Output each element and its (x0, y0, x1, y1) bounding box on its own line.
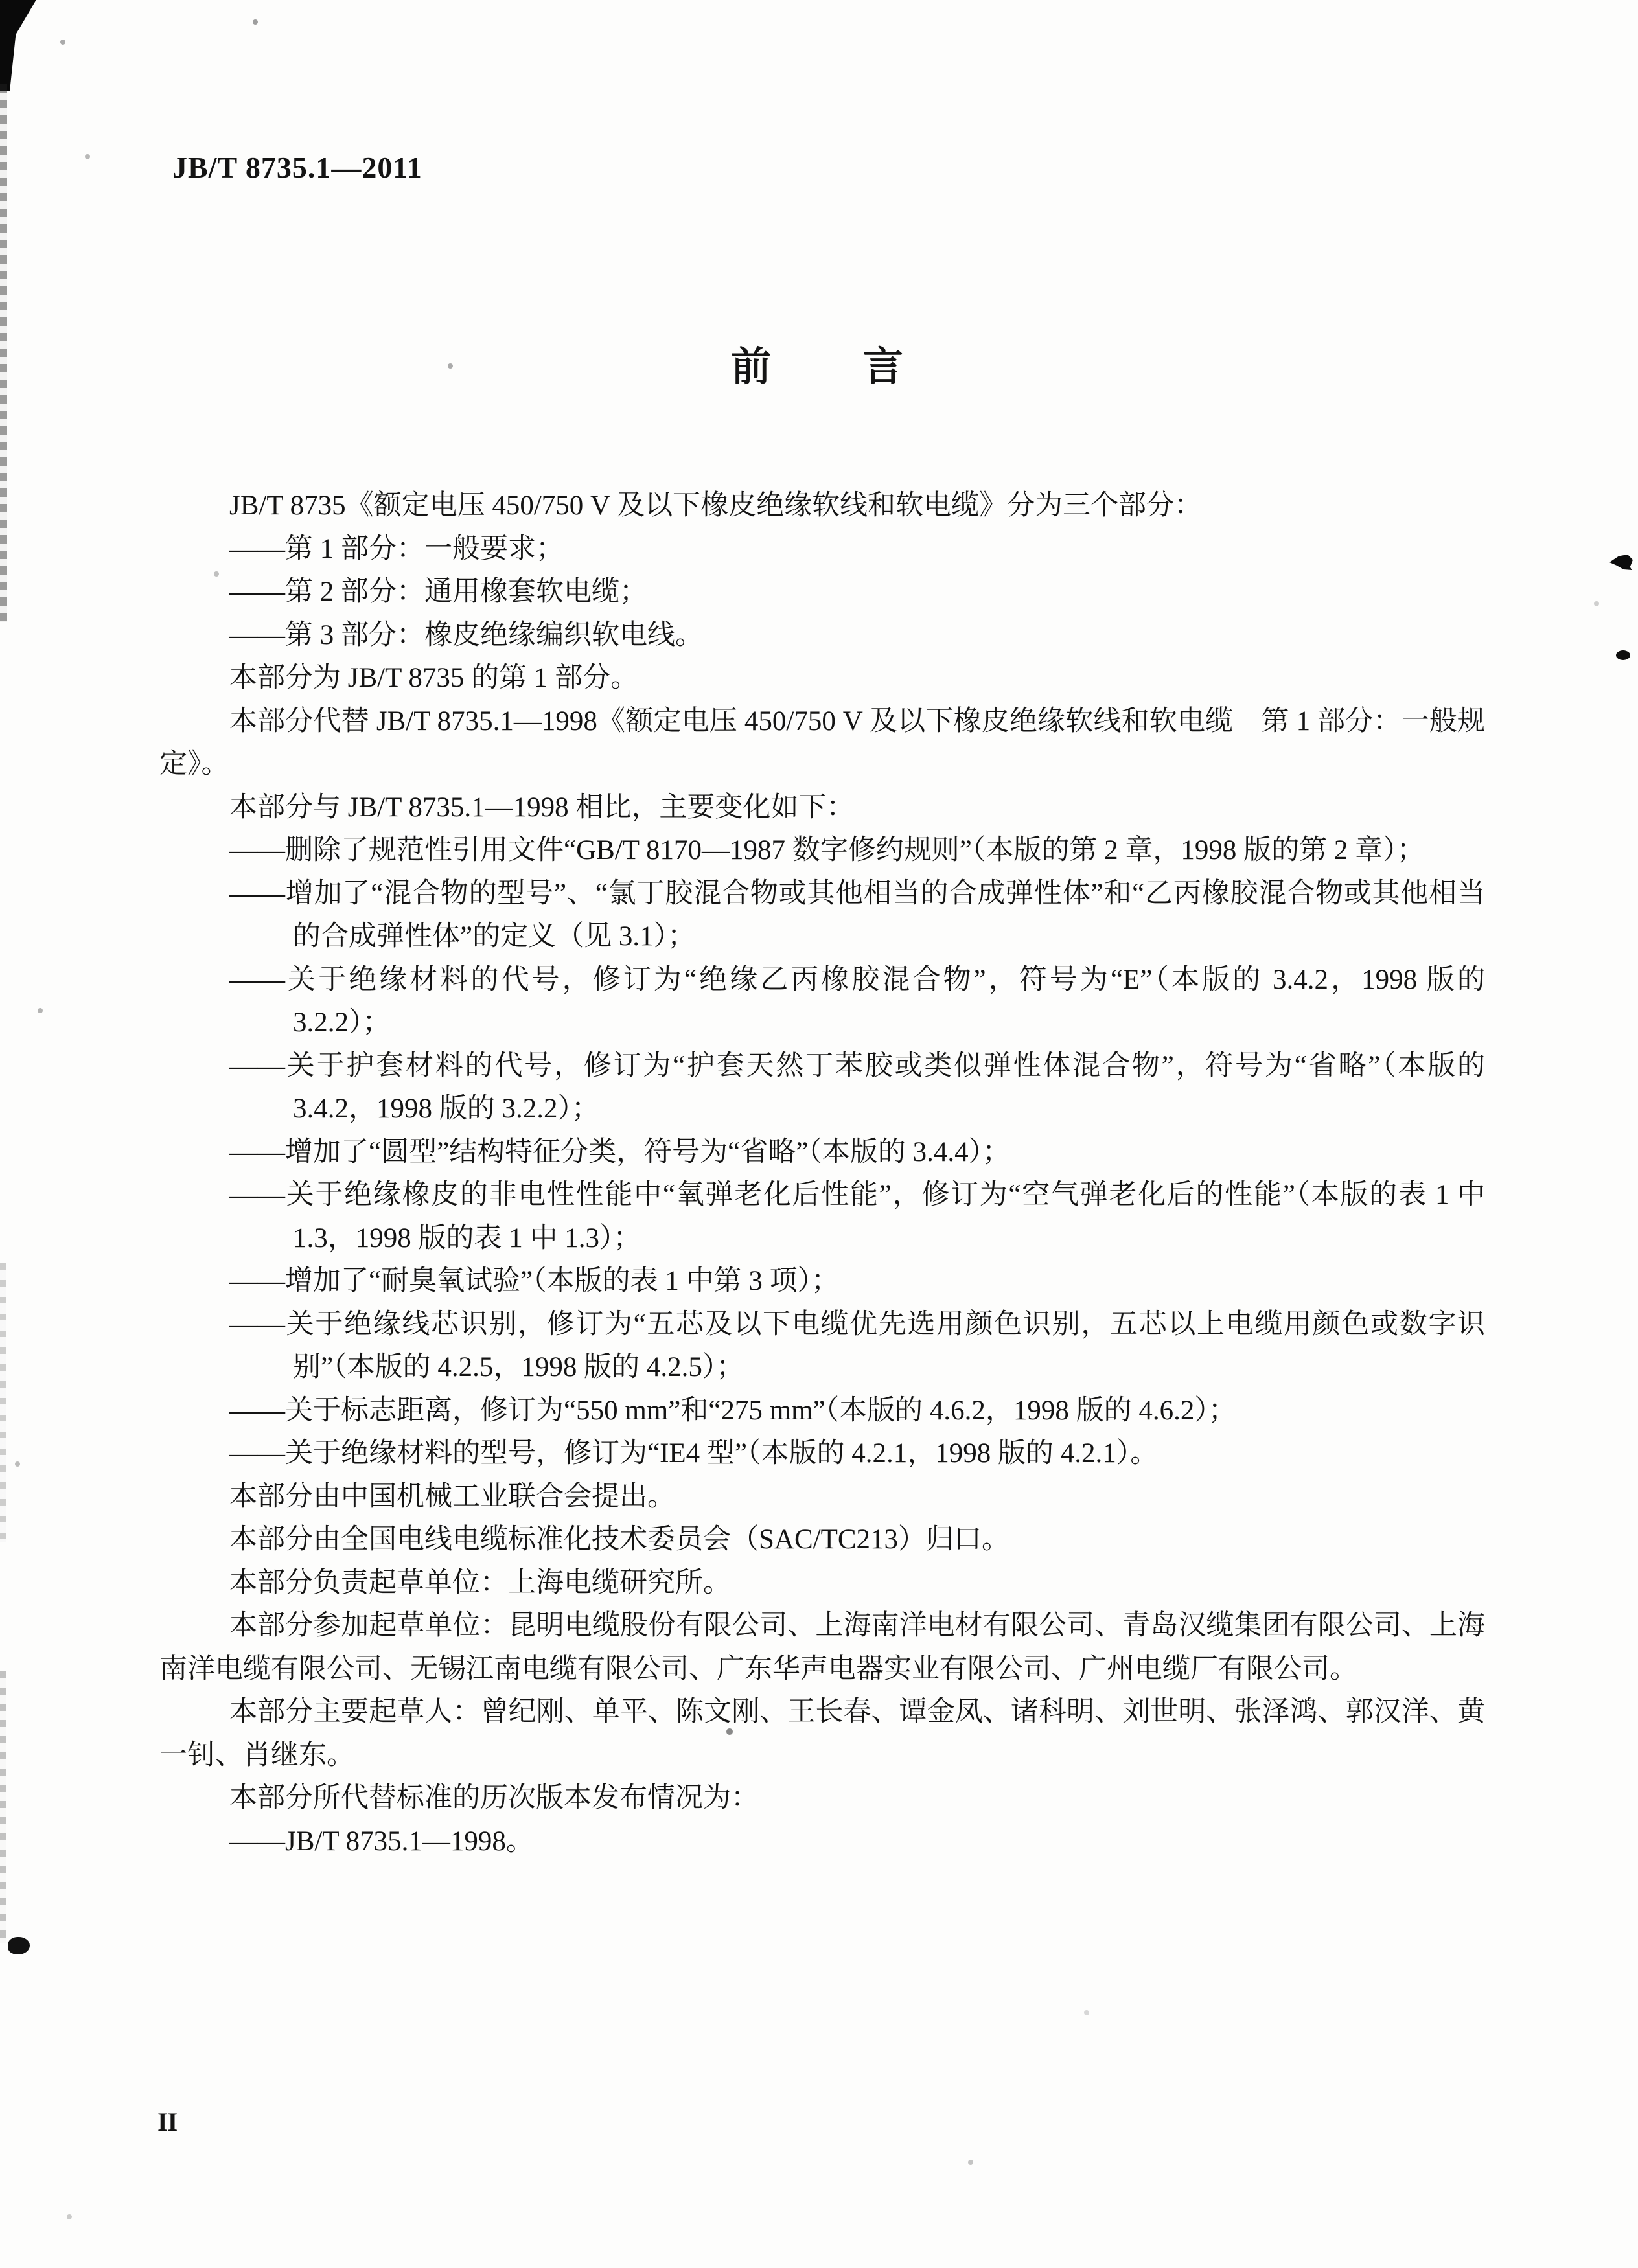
scan-artifact-left-edge-strip-mid (0, 1263, 6, 1542)
scan-artifact-right-mark (1609, 555, 1633, 570)
foreword-paragraph: JB/T 8735《额定电压 450/750 V 及以下橡皮绝缘软线和软电缆》分为三个部分： (229, 490, 1203, 521)
foreword-paragraph: 本部分所代替标准的历次版本发布情况为： (229, 1783, 759, 1813)
foreword-paragraph: 本部分由中国机械工业联合会提出。 (229, 1481, 675, 1512)
standard-number: JB/T 8735.1—2011 (172, 151, 422, 184)
scan-artifact-right-dot (1616, 650, 1630, 660)
foreword-dash-item: ——JB/T 8735.1—1998。 (229, 1826, 534, 1857)
foreword-dash-item: ——关于绝缘橡皮的非电性性能中“氧弹老化后性能”，修订为“空气弹老化后的性能”（本版的表 1 中 1.3，1998 版的表 1 中 1.3）； (229, 1180, 1485, 1254)
foreword-dash-item: ——关于绝缘材料的代号，修订为“绝缘乙丙橡胶混合物”，符号为“E”（本版的 3.4.2，1998 版的 3.2.2）； (229, 964, 1485, 1038)
foreword-paragraph: 本部分负责起草单位：上海电缆研究所。 (229, 1567, 731, 1598)
foreword-paragraph: 本部分参加起草单位：昆明电缆股份有限公司、上海南洋电材有限公司、青岛汉缆集团有限公司、上海南洋电缆有限公司、无锡江南电缆有限公司、广东华声电器实业有限公司、广州电缆厂有限公司。 (159, 1610, 1485, 1684)
foreword-paragraph: 本部分为 JB/T 8735 的第 1 部分。 (229, 663, 639, 693)
scan-artifact-corner-blob (0, 0, 38, 91)
page-number: II (157, 2107, 178, 2136)
foreword-dash-item: ——关于护套材料的代号，修订为“护套天然丁苯胶或类似弹性体混合物”，符号为“省略”（本版的 3.4.2，1998 版的 3.2.2）； (229, 1050, 1485, 1124)
foreword-content (159, 485, 1485, 1863)
foreword-paragraph: 本部分与 JB/T 8735.1—1998 相比，主要变化如下： (229, 792, 855, 823)
foreword-dash-item: ——增加了“混合物的型号”、“氯丁胶混合物或其他相当的合成弹性体”和“乙丙橡胶混合物或其他相当的合成弹性体”的定义（见 3.1）； (229, 878, 1485, 952)
foreword-dash-item: ——关于绝缘线芯识别，修订为“五芯及以下电缆优先选用颜色识别，五芯以上电缆用颜色或数字识别”（本版的 4.2.5，1998 版的 4.2.5）； (229, 1309, 1485, 1382)
foreword-dash-item: ——关于标志距离，修订为“550 mm”和“275 mm”（本版的 4.6.2，1998 版的 4.6.2）； (229, 1395, 1236, 1426)
foreword-title: 前 言 (730, 345, 907, 389)
foreword-dash-item: ——增加了“耐臭氧试验”（本版的表 1 中第 3 项）； (229, 1266, 840, 1296)
foreword-dash-item: ——关于绝缘材料的型号，修订为“IE4 型”（本版的 4.2.1，1998 版的 4.2.1）。 (229, 1438, 1159, 1469)
foreword-dash-item: ——第 1 部分：一般要求； (229, 533, 564, 564)
scan-artifact-left-edge-blob (8, 1937, 30, 1954)
scan-artifact-left-edge-strip-low (0, 1671, 6, 1943)
scan-artifact-speckles (0, 0, 3, 3)
foreword-dash-item: ——第 3 部分：橡皮绝缘编织软电线。 (229, 619, 703, 650)
foreword-paragraph: 本部分代替 JB/T 8735.1—1998《额定电压 450/750 V 及以下橡皮绝缘软线和软电缆 第 1 部分：一般规定》。 (159, 705, 1485, 779)
foreword-paragraph: 本部分由全国电线电缆标准化技术委员会（SAC/TC213）归口。 (229, 1524, 1010, 1555)
foreword-dash-item: ——第 2 部分：通用橡套软电缆； (229, 577, 647, 607)
foreword-paragraph: 本部分主要起草人：曾纪刚、单平、陈文刚、王长春、谭金凤、诸科明、刘世明、张泽鸿、郭汉洋、黄一钊、肖继东。 (159, 1697, 1485, 1770)
foreword-dash-item: ——删除了规范性引用文件“GB/T 8170—1987 数字修约规则”（本版的第 2 章，1998 版的第 2 章）； (229, 835, 1425, 865)
foreword-dash-item: ——增加了“圆型”结构特征分类，符号为“省略”（本版的 3.4.4）； (229, 1136, 1011, 1167)
